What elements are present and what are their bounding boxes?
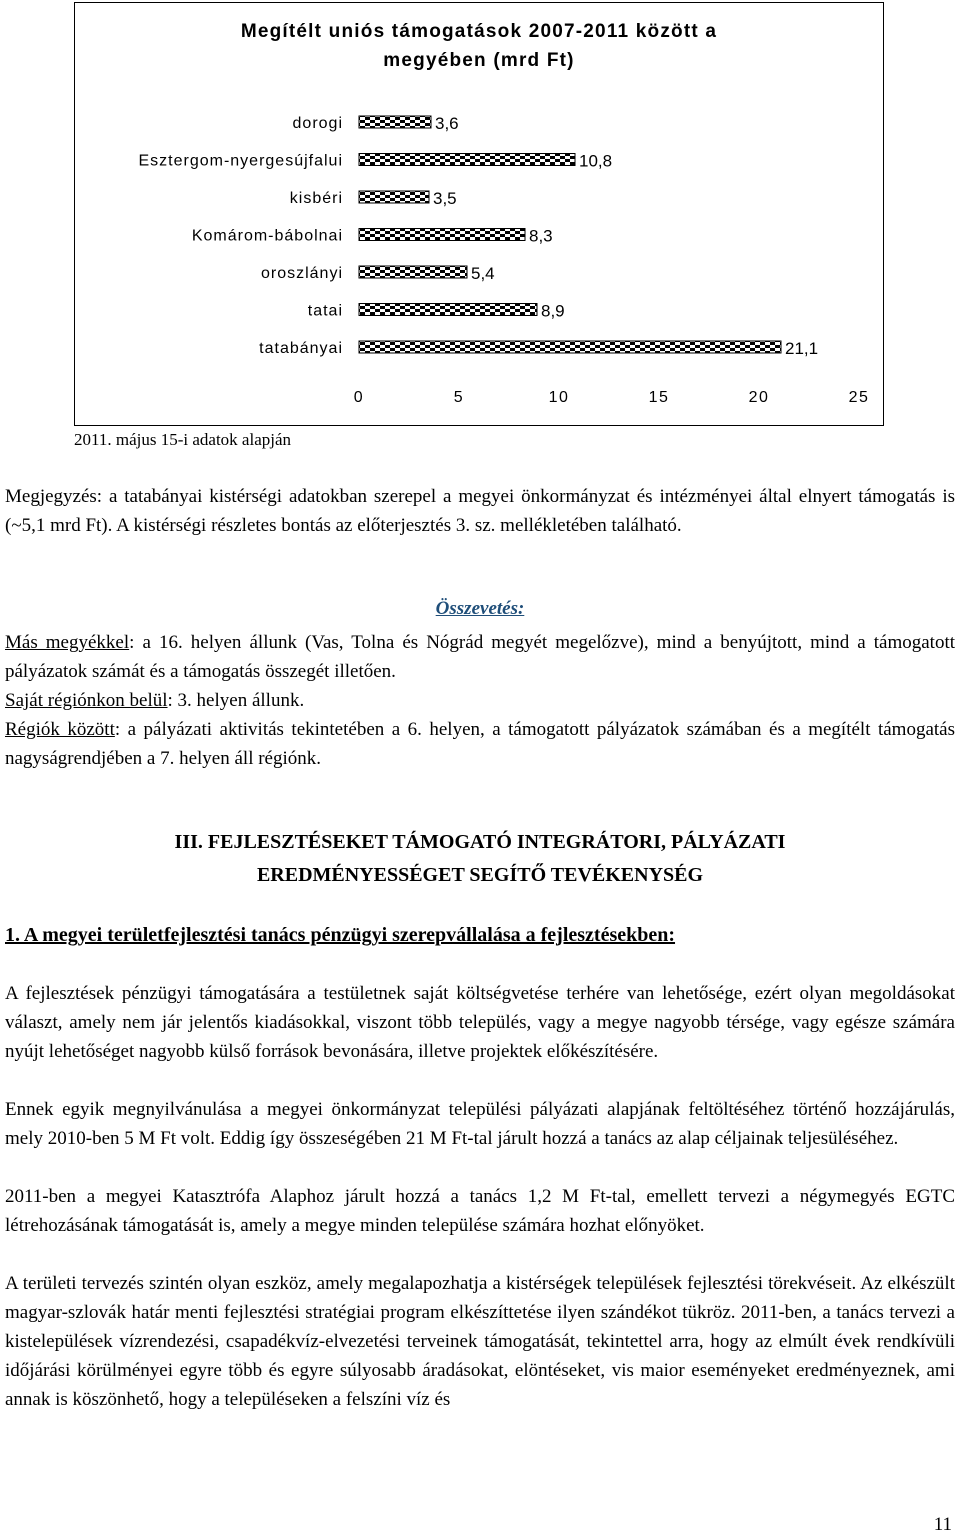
- category-label: dorogi: [292, 115, 343, 132]
- comparison-label-other-counties: Más megyékkel: [5, 632, 130, 653]
- bar: [359, 229, 525, 241]
- category-label: oroszlányi: [260, 265, 343, 282]
- x-tick-label: 25: [848, 389, 870, 406]
- comparison-between-regions: [5, 715, 955, 773]
- comparison-text-own-region: : 3. helyen állunk.: [167, 690, 305, 711]
- x-tick-label: 20: [748, 389, 770, 406]
- body-paragraph-2: Ennek egyik megnyilvánulása a megyei önkormányzat települési pályázati alapjának feltöltéséhez történő hozzájárulás, mely 2010-ben 5 M Ft volt. Eddig így összeségében 21 M Ft-tal járult hozzá a tanács az alap céljainak teljesüléséhez.: [5, 1099, 955, 1149]
- comparison-text-between-regions: : a pályázati aktivitás tekintetében a 6. helyen, a támogatott pályázatok számában és a megítélt támogatás nagyságrendjében a 7. helyen áll régiónk.: [5, 719, 955, 769]
- data-label: 10,8: [579, 151, 613, 171]
- section-title: [0, 826, 960, 892]
- data-label: 5,4: [471, 264, 495, 283]
- data-label: 8,3: [529, 226, 553, 246]
- data-label: 21,1: [785, 339, 819, 358]
- body-paragraph-4: A területi tervezés szintén olyan eszköz, amely megalapozhatja a kistérségek települések fejlesztési törekvéseit. Az elkészült magyar-szlovák határ menti fejlesztési stratégiai program elkészíttetése ilyen szándékot tükröz. 2011-ben, a tanács tervezi a kistelepülések vízrendezési, csapadékvíz-elvezetési terveinek támogatását, tekintettel arra, hogy az elmúlt évek rendkívüli időjárási körülményei egyre több és egyre súlyosabb áradásokat, elöntéseket, vis maior eseményeket eredményeznek, ami annak is köszönhető, hogy a településeken a felszíni víz és: [5, 1273, 955, 1410]
- comparison-own-region: [5, 686, 955, 715]
- category-label: tatabányai: [259, 340, 343, 357]
- category-label: Komárom-bábolnai: [191, 227, 343, 245]
- body-paragraph-1: A fejlesztések pénzügyi támogatására a testületnek saját költségvetése terhére van lehetősége, ezért olyan megoldásokat választ, amely nem jár jelentős kiadásokkal, viszont több település, vagy a megye nagyobb térsége, vagy egésze számára nyújt lehetőséget nagyobb külső források bevonására, illetve projektek előkészítésére.: [5, 983, 955, 1062]
- comparison-other-counties: [5, 628, 955, 686]
- section-title-text-1: FEJLESZTÉSEKET TÁMOGATÓ INTEGRÁTORI, PÁLYÁZATI: [207, 831, 786, 853]
- comparison-label-own-region: Saját régiónkon belül: [5, 690, 168, 711]
- chart-title-line-2: megyében (mrd Ft): [383, 50, 575, 71]
- bar: [359, 116, 431, 128]
- bar: [359, 266, 467, 278]
- chart-title-line-1: Megítélt uniós támogatások 2007-2011 között a: [240, 21, 718, 42]
- section-title-line-1: [0, 826, 960, 859]
- bar-chart: [75, 3, 883, 423]
- category-label: tatai: [307, 302, 343, 320]
- x-tick-label: 0: [353, 389, 365, 406]
- comparison-heading: Összevetés:: [435, 598, 525, 619]
- section-title-line-2: EREDMÉNYESSÉGET SEGÍTŐ TEVÉKENYSÉG: [256, 864, 704, 886]
- section-number: III.: [174, 831, 203, 853]
- chart-container: [74, 2, 884, 426]
- chart-source-note: 2011. május 15-i adatok alapján: [74, 430, 292, 449]
- note-paragraph: Megjegyzés: a tatabányai kistérségi adatokban szerepel a megyei önkormányzat és intézményei által elnyert támogatás is (~5,1 mrd Ft). A kistérségi részletes bontás az előterjesztés 3. sz. mellékletében található.: [5, 486, 955, 536]
- category-label: Esztergom-nyergesújfalui: [138, 152, 343, 170]
- page-number: 11: [933, 1514, 952, 1535]
- category-label: kisbéri: [289, 190, 343, 207]
- body-paragraph-3: 2011-ben a megyei Katasztrófa Alaphoz járult hozzá a tanács 1,2 M Ft-tal, emellett tervezi a négymegyés EGTC létrehozásának támogatását is, amely a megye minden települése számára hozhat előnyöket.: [5, 1186, 955, 1236]
- x-tick-label: 15: [648, 389, 670, 406]
- bar: [359, 341, 781, 353]
- bar: [359, 154, 575, 166]
- x-tick-label: 5: [453, 389, 465, 406]
- comparison-text-other-counties: : a 16. helyen állunk (Vas, Tolna és Nógrád megyét megelőzve), mind a benyújtott, mind a támogatott pályázatok számát és a támogatás összegét illetően.: [5, 632, 956, 682]
- data-label: 8,9: [541, 301, 565, 321]
- x-tick-label: 10: [548, 389, 570, 406]
- bar: [359, 191, 429, 203]
- subsection-heading: 1. A megyei területfejlesztési tanács pénzügyi szerepvállalása a fejlesztésekben:: [5, 924, 676, 946]
- bar: [359, 304, 537, 316]
- comparison-label-between-regions: Régiók között: [5, 719, 115, 740]
- data-label: 3,5: [433, 189, 457, 208]
- data-label: 3,6: [435, 114, 459, 133]
